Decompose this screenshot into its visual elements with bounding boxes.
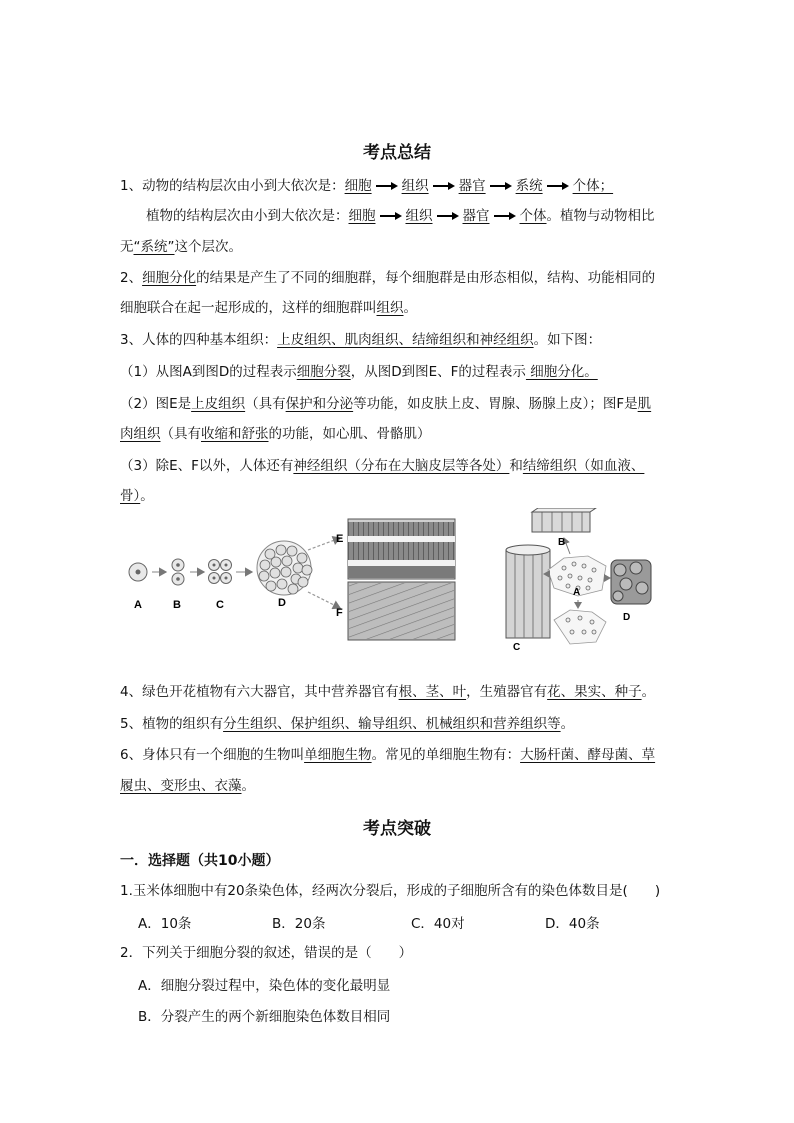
question-1-stem: 1.玉米体细胞中有20条染色体，经两次分裂后，形成的子细胞所含有的染色体数目是( ): [120, 883, 661, 899]
point-1-plant: 植物的结构层次由小到大依次是：细胞 组织 器官 个体。植物与动物相比: [146, 208, 655, 224]
tissue-types-diagram: [506, 508, 651, 653]
question-1-option-d[interactable]: D．40条: [545, 916, 600, 932]
cell-d-cluster: [257, 541, 312, 595]
figure-label-b: B: [173, 599, 181, 611]
point-1-line3: 无“系统”这个层次。: [120, 239, 242, 255]
point-5: 5、植物的组织有分生组织、保护组织、输导组织、机械组织和营养组织等。: [120, 716, 575, 732]
figure-right-label-d: D: [623, 612, 631, 623]
arrow-icon: [490, 181, 512, 191]
point-3-sub2-line2: 肉组织（具有收缩和舒张的功能，如心肌、骨骼肌）: [120, 426, 431, 442]
question-1-option-b[interactable]: B．20条: [272, 916, 326, 932]
arrow-icon: [380, 211, 402, 221]
arrow-icon: [433, 181, 455, 191]
point-6-line1: 6、身体只有一个细胞的生物叫单细胞生物。常见的单细胞生物有：大肠杆菌、酵母菌、草: [120, 747, 656, 763]
question-2-option-b[interactable]: B．分裂产生的两个新细胞染色体数目相同: [138, 1009, 391, 1025]
point-3-line1: 3、人体的四种基本组织：上皮组织、肌肉组织、结缔组织和神经组织。如下图：: [120, 332, 602, 348]
point-2-line1: 2、细胞分化的结果是产生了不同的细胞群，每个细胞群是由形态相似，结构、功能相同的: [120, 270, 656, 286]
figure-label-e: E: [336, 533, 344, 545]
figure-label-c: C: [216, 599, 224, 611]
tissue-d-nerve: [611, 560, 651, 604]
tissue-b-block: [532, 508, 596, 532]
point-3-sub3-line2: 骨）。: [120, 488, 154, 504]
point-3-sub2-line1: （2）图E是上皮组织（具有保护和分泌等功能，如皮肤上皮、胃腺、肠腺上皮）；图F是肌: [120, 396, 652, 412]
question-2-stem: 2．下列关于细胞分裂的叙述，错误的是（ ）: [120, 945, 413, 961]
figure-label-d: D: [278, 597, 286, 609]
figure-right-label-b: B: [558, 537, 566, 548]
cell-c-group: [209, 560, 232, 584]
question-2-option-a[interactable]: A．细胞分裂过程中，染色体的变化最明显: [138, 978, 391, 994]
tissue-c-fibers: [506, 545, 550, 638]
arrow-icon: [494, 211, 516, 221]
point-2-line2: 细胞联合在起一起形成的，这样的细胞群叫组织。: [120, 300, 417, 316]
figure-right-label-c: C: [513, 642, 521, 653]
summary-title: 考点总结: [363, 143, 431, 163]
figure-label-a: A: [134, 599, 142, 611]
arrow-icon: [376, 181, 398, 191]
point-3-sub3-line1: （3）除E、F以外，人体还有神经组织（分布在大脑皮层等各处）和结缔组织（如血液、: [120, 458, 645, 474]
arrow-icon: [547, 181, 569, 191]
figure-label-f: F: [336, 607, 343, 619]
muscle-tissue-image: [348, 582, 455, 640]
question-1-option-a[interactable]: A．10条: [138, 916, 192, 932]
question-1-option-c[interactable]: C．40对: [411, 916, 465, 932]
tissue-lower-cells: [554, 610, 606, 644]
point-1-animal: 1、动物的结构层次由小到大依次是：细胞 组织 器官 系统 个体；: [120, 178, 614, 194]
tissue-figure: [118, 508, 698, 668]
epithelial-tissue-image: [348, 519, 455, 579]
cell-division-sequence: [129, 519, 455, 640]
figure-right-label-a: A: [573, 587, 581, 598]
section-heading: 一．选择题（共10小题）: [120, 853, 280, 869]
point-6-line2: 履虫、变形虫、衣藻。: [120, 778, 255, 794]
arrow-icon: [437, 211, 459, 221]
point-4: 4、绿色开花植物有六大器官，其中营养器官有根、茎、叶，生殖器官有花、果实、种子。: [120, 684, 656, 700]
breakthrough-title: 考点突破: [363, 819, 431, 839]
point-3-sub1: （1）从图A到图D的过程表示细胞分裂，从图D到图E、F的过程表示 细胞分化。: [120, 364, 598, 380]
